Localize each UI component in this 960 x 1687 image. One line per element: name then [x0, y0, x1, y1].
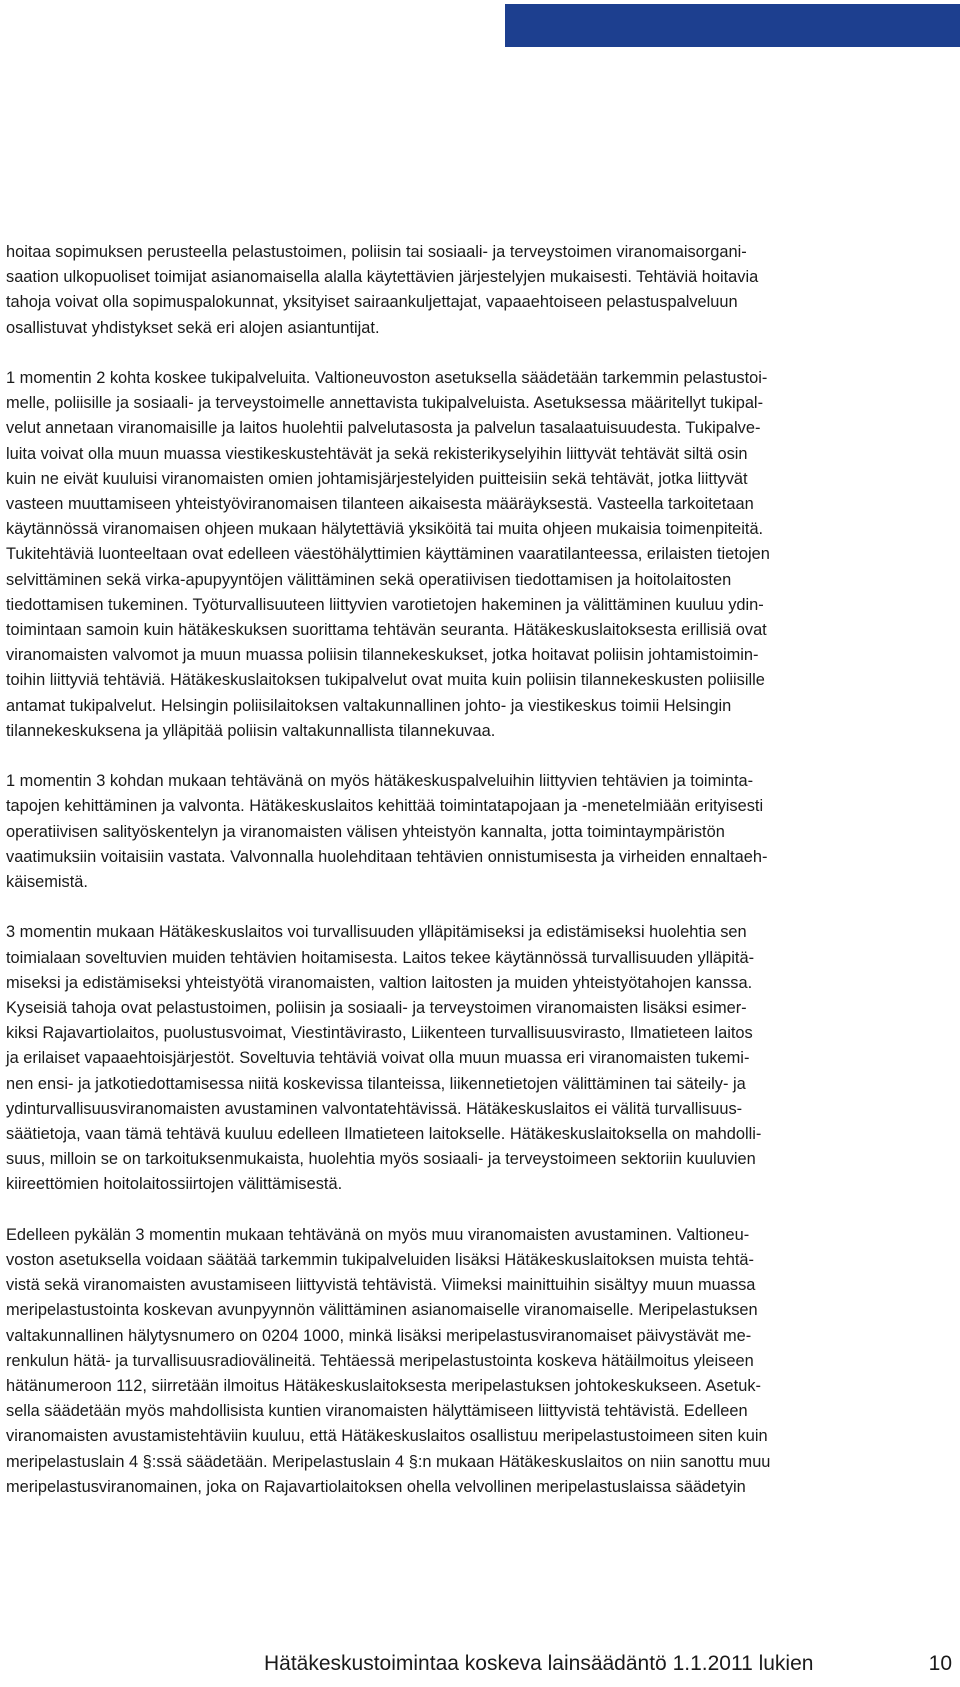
paragraph: Edelleen pykälän 3 momentin mukaan tehtävänä on myös muu viranomaisten avustaminen. Valtioneu- voston asetuksella voidaan säätää tarkemmin tukipalveluiden lisäksi Hätäkeskuslaitoksen muista tehtä- vistä sekä viranomaisten avustamiseen liittyvistä tehtävistä. Viimeksi mainittuihin sisältyy muun muassa meripelastustointa koskevan avunpyynnön välittäminen asianomaiselle viranomaiselle. Meripelastuksen valtakunnallinen hälytysnumero on 0204 1000, minkä lisäksi meripelastusviranomaiset päivystävät me- renkulun hätä- ja turvallisuusradiovälineitä. Tehtäessä meripelastustointa koskeva hätäilmoitus yleiseen hätänumeroon 112, siirretään ilmoitus Hätäkeskuslaitoksesta meripelastuksen johtokeskukseen. Asetuk- sella säädetään myös mahdollisista kuntien viranomaisten hälyttämiseen liittyvistä tehtävistä. Edelleen viranomaisten avustamistehtäviin kuuluu, että Hätäkeskuslaitos osallistuu meripelastustoimeen siten kuin meripelastuslain 4 §:ssä säädetään. Meripelastuslain 4 §:n mukaan Hätäkeskuslaitos on niin sanottu muu meripelastusviranomainen, joka on Rajavartiolaitoksen ohella velvollinen meripelastuslaissa säädetyin: [6, 1225, 771, 1496]
document-body: [6, 240, 931, 1500]
paragraph: 1 momentin 2 kohta koskee tukipalveluita. Valtioneuvoston asetuksella säädetään tarkemmin pelastustoi- melle, poliisille ja sosiaali- ja terveystoimelle annettavista tukipalveluista. Asetuksessa määritellyt tukipal- velut annetaan viranomaisille ja laitos huolehtii palvelutasosta ja palvelun tasalaatuisuudesta. Tukipalve- luita voivat olla muun muassa viestikeskustehtävät ja sekä rekisterikyselyihin liittyvät tehtävät siltä osin kuin ne eivät kuuluisi viranomaisten omien johtamisjärjestelyiden puitteisiin sekä tehtävät, jotka liittyvät vasteen muuttamiseen yhteistyöviranomaisen tilanteen aikaisesta määräyksestä. Vasteella tarkoitetaan käytännössä viranomaisen ohjeen mukaan hälytettäviä yksiköitä tai muita ohjeen mukaisia toimenpiteitä. Tukitehtäviä luonteeltaan ovat edelleen väestöhälyttimien käyttäminen vaaratilanteessa, erilaisten tietojen selvittäminen sekä virka-apupyyntöjen välittäminen sekä operatiivisen tiedottamisen ja hoitolaitosten tiedottamisen tukeminen. Työturvallisuuteen liittyvien varotietojen hakeminen ja välittäminen kuuluu ydin- toimintaan samoin kuin hätäkeskuksen suorittama tehtävän seuranta. Hätäkeskuslaitoksesta erillisiä ovat viranomaisten valvomot ja muun muassa poliisin tilannekeskukset, jotka hoitavat poliisin johtamistoimin- toihin liittyviä tehtäviä. Hätäkeskuslaitoksen tukipalvelut ovat muita kuin poliisin tilannekeskusten poliisille antamat tukipalvelut. Helsingin poliisilaitoksen valtakunnallinen johto- ja viestikeskus toimii Helsingin tilannekeskuksena ja ylläpitää poliisin valtakunnallista tilannekuvaa.: [6, 369, 770, 740]
paragraph: hoitaa sopimuksen perusteella pelastustoimen, poliisin tai sosiaali- ja terveystoimen viranomaisorgani- saation ulkopuoliset toimijat asianomaisella alalla käytettävien järjestelyjen mukaisesti. Tehtäviä hoitavia tahoja voivat olla sopimuspalokunnat, yksityiset sairaankuljettajat, vapaaehtoiseen pelastuspalveluun osallistuvat yhdistykset sekä eri alojen asiantuntijat.: [6, 243, 759, 337]
header-color-bar: [505, 4, 960, 47]
paragraph: 1 momentin 3 kohdan mukaan tehtävänä on myös hätäkeskuspalveluihin liittyvien tehtävien ja toiminta- tapojen kehittäminen ja valvonta. Hätäkeskuslaitos kehittää toimintatapojaan ja -menetelmiään erityisesti operatiivisen salityöskentelyn ja viranomaisten välisen yhteistyön kannalta, jotta toimintaympäristön vaatimuksiin voitaisiin vastata. Valvonnalla huolehditaan tehtävien onnistumisesta ja virheiden ennaltaeh- käisemistä.: [6, 772, 768, 892]
paragraph: 3 momentin mukaan Hätäkeskuslaitos voi turvallisuuden ylläpitämiseksi ja edistämiseksi huolehtia sen toimialaan soveltuvien muiden tehtävien hoitamisesta. Laitos tekee käytännössä turvallisuuden ylläpitä- miseksi ja edistämiseksi yhteistyötä viranomaisten, valtion laitosten ja muiden yhteistyötahojen kanssa. Kyseisiä tahoja ovat pelastustoimen, poliisin ja sosiaali- ja terveystoimen viranomaisten lisäksi esimer- kiksi Rajavartiolaitos, puolustusvoimat, Viestintävirasto, Liikenteen turvallisuusvirasto, Ilmatieteen laitos ja erilaiset vapaaehtoisjärjestöt. Soveltuvia tehtäviä voivat olla muun muassa eri viranomaisten tukemi- nen ensi- ja jatkotiedottamisessa niitä koskevissa tilanteissa, liikennetietojen välittäminen tai säteily- ja ydinturvallisuusviranomaisten avustaminen valvontatehtävissä. Hätäkeskuslaitos ei välitä turvallisuus- säätietoja, vaan tämä tehtävä kuuluu edelleen Ilmatieteen laitokselle. Hätäkeskuslaitoksella on mahdolli- suus, milloin se on tarkoituksenmukaista, huolehtia myös sosiaali- ja terveystoimeen sektoriin kuuluvien kiireettömien hoitolaitossiirtojen välittämisestä.: [6, 923, 762, 1194]
footer-title: Hätäkeskustoimintaa koskeva lainsäädäntö 1.1.2011 lukien: [264, 1652, 814, 1675]
page-footer: [264, 1650, 952, 1678]
page-number: 10: [928, 1652, 952, 1675]
